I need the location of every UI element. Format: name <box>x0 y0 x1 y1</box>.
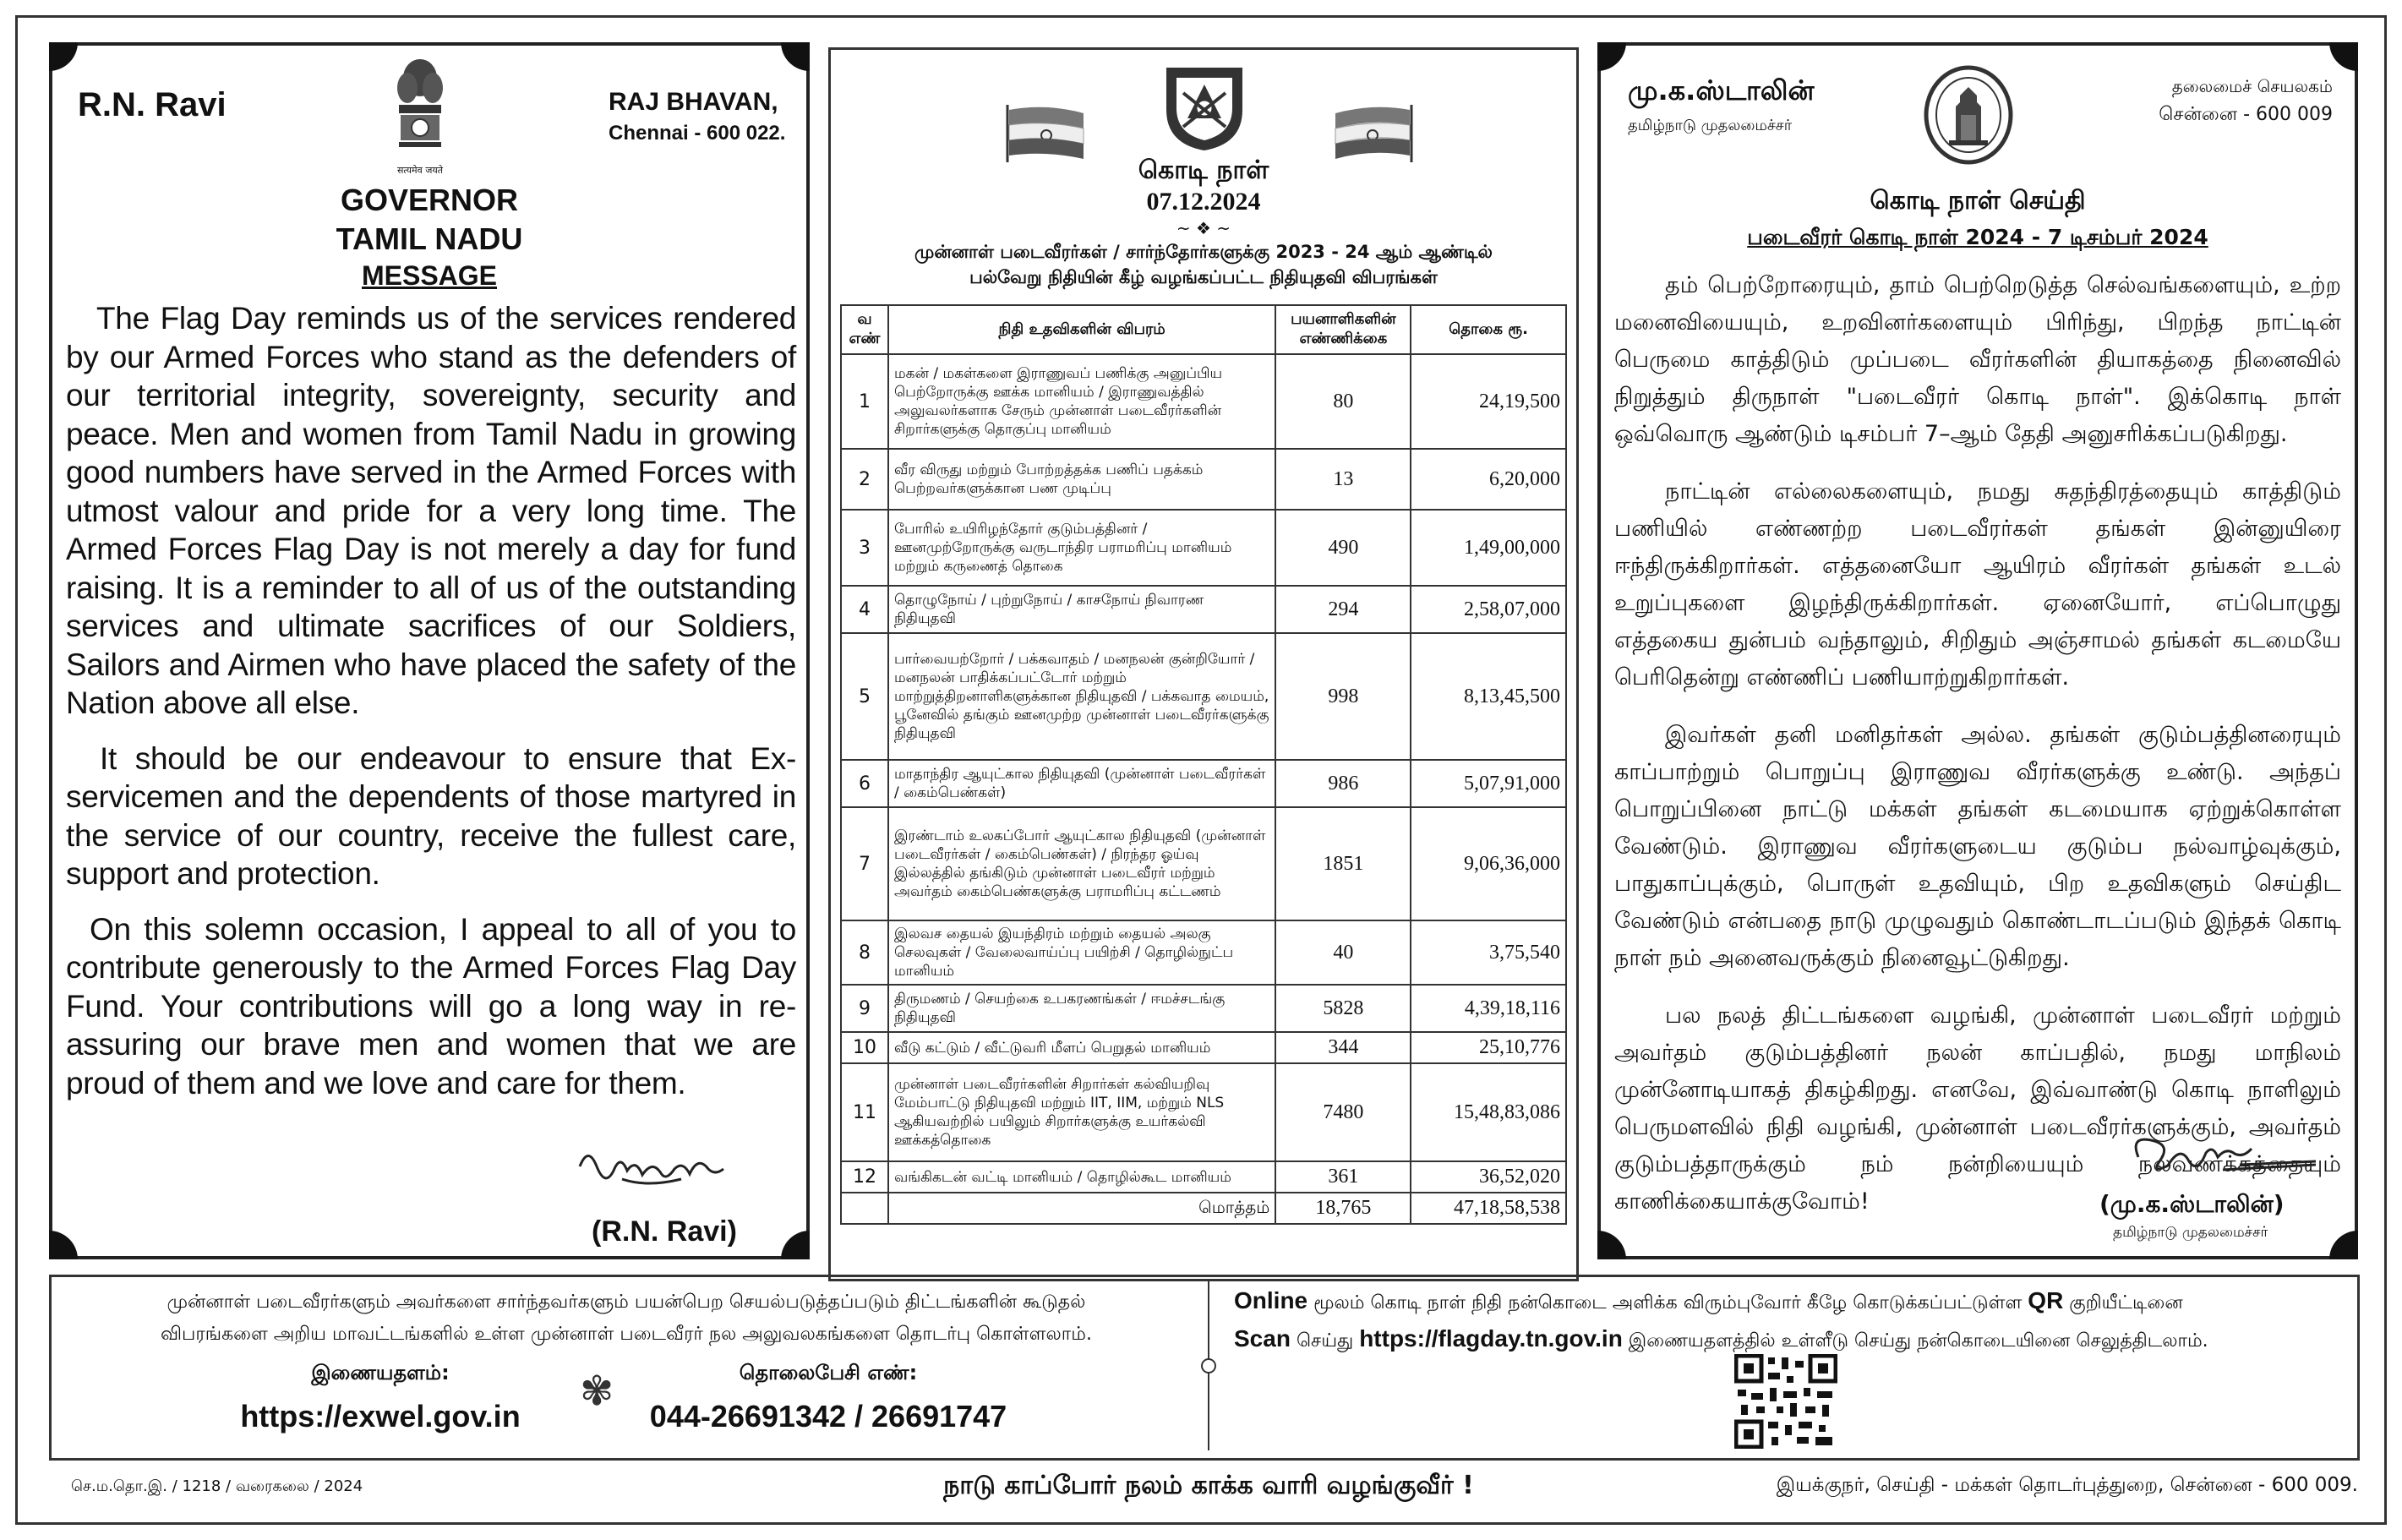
governor-title: GOVERNOR <box>340 183 519 217</box>
website-label: இணையதளம்: <box>311 1361 450 1384</box>
governor-name: R.N. Ravi <box>78 86 227 123</box>
cm-signature-role: தமிழ்நாடு முதலமைச்சர் <box>2113 1224 2268 1241</box>
cm-paragraph: பல நலத் திட்டங்களை வழங்கி, முன்னாள் படைவீரர் மற்றும் அவர்தம் குடும்பத்தினர் நலன் காப்பதில், நமது மாநிலம் முன்னோடியாகத் திகழ்கிறது. எனவே, இவ்வாண்டு கொடி நாளிலும் பெருமளவில் நிதி வழங்கி, முன்னாள் படைவீரர்களுக்கும், அவர்தம் குடும்பத்தாருக்கும் நம் நன்றியையும் நல்வணக்கத்தையும் காணிக்கையாக்குவோம்! <box>1614 1002 2341 1215</box>
row-beneficiaries-cell: 294 <box>1275 586 1411 633</box>
flag-day-date: 07.12.2024 <box>1146 188 1261 216</box>
cm-subheading-text: படைவீரர் கொடி நாள் 2024 - 7 டிசம்பர் 2024 <box>1747 225 2208 249</box>
online-end: குறியீட்டினை <box>2069 1292 2183 1313</box>
governor-message-body <box>66 299 796 1119</box>
row-beneficiaries-cell: 1851 <box>1275 807 1411 920</box>
cm-signature <box>2121 1128 2324 1187</box>
address-line-2: Chennai - 600 022. <box>609 122 786 145</box>
row-amount-cell: 8,13,45,500 <box>1411 633 1566 760</box>
panel-corner <box>1597 42 1626 71</box>
table-subtitle-line-2: பல்வேறு நிதியின் கீழ் வழங்கப்பட்ட நிதியுதவி விபரங்கள் <box>969 267 1438 287</box>
armed-forces-emblem-icon <box>1158 59 1251 152</box>
governor-state: TAMIL NADU <box>336 221 523 256</box>
row-number-cell: 7 <box>841 807 888 920</box>
row-beneficiaries-cell: 40 <box>1275 920 1411 985</box>
emblem-caption: सत्यमेव जयते <box>397 165 444 176</box>
row-description-cell: முன்னாள் படைவீரர்களின் சிறார்கள் கல்வியறிவு மேம்பாட்டு நிதியுதவி மற்றும் IIT, IIM, மற்றும் NLS ஆகியவற்றில் பயிலும் சிறார்களுக்கு உயர்கல்வி ஊக்கத்தொகை <box>888 1063 1275 1161</box>
panel-corner <box>49 1231 78 1259</box>
total-label: மொத்தம் <box>888 1193 1275 1224</box>
row-number-cell: 5 <box>841 633 888 760</box>
row-description-cell: பார்வையற்றோர் / பக்கவாதம் / மனநலன் குன்றியோர் / மனநலன் பாதிக்கப்பட்டோர் மற்றும் மாற்றுத்திறனாளிகளுக்கான நிதியுதவி / பக்கவாத மையம், பூனேவில் தங்கும் ஊனமுற்ற முன்னாள் படைவீரர்களுக்கு நிதியுதவி <box>888 633 1275 760</box>
ornament-divider: ~ ❖ ~ <box>1176 218 1231 238</box>
table-row <box>841 449 1566 510</box>
flagday-link[interactable]: https://flagday.tn.gov.in <box>1359 1325 1623 1352</box>
table-header-cell: பயனாளிகளின் எண்ணிக்கை <box>1275 305 1411 354</box>
row-amount-cell: 25,10,776 <box>1411 1032 1566 1063</box>
row-number-cell: 9 <box>841 985 888 1032</box>
row-beneficiaries-cell: 986 <box>1275 760 1411 807</box>
raj-bhavan-address <box>609 88 785 145</box>
table-row <box>841 354 1566 449</box>
tamil-nadu-emblem-icon <box>1922 64 2015 166</box>
bottom-left-line-1: முன்னாள் படைவீரர்களும் அவர்களை சார்ந்தவர்களும் பயன்பெற செயல்படுத்தப்படும் திட்டங்களின் கூடுதல் <box>167 1292 1086 1313</box>
cm-office <box>2113 76 2333 128</box>
cm-message-heading: கொடி நாள் செய்தி <box>1870 186 2086 216</box>
qr-code-icon[interactable] <box>1734 1354 1837 1449</box>
governor-signature-name: (R.N. Ravi) <box>592 1215 737 1248</box>
bottom-right-text <box>1234 1283 2350 1359</box>
row-description-cell: போரில் உயிரிழந்தோர் குடும்பத்தினர் / ஊனமுற்றோருக்கு வருடாந்திர பராமரிப்பு மானியம் மற்றும் கருணைத் தொகை <box>888 510 1275 586</box>
table-header-row <box>841 305 1566 354</box>
total-empty-cell <box>841 1193 888 1224</box>
table-row <box>841 1032 1566 1063</box>
footer-left: செ.ம.தொ.இ. / 1218 / வரைகலை / 2024 <box>71 1477 363 1495</box>
row-number-cell: 12 <box>841 1161 888 1193</box>
cm-paragraph: நாட்டின் எல்லைகளையும், நமது சுதந்திரத்தையும் காத்திடும் பணியில் எண்ணற்ற படைவீரர்கள் தங்கள் இன்னுயிரை ஈந்திருக்கிறார்கள். எத்தனையோ ஆயிரம் வீரர்கள் தங்கள் உடல் உறுப்புகளை இழந்திருக்கிறார்கள். ஏனையோர், எப்பொழுது எத்தகைய துன்பம் வந்தாலும், சிறிதும் அஞ்சாமல் தங்கள் கடமையே பெரிதென்று எண்ணிப் பணியாற்றுகிறார்கள். <box>1614 478 2341 691</box>
row-description-cell: மகன் / மகள்களை இராணுவப் பணிக்கு அனுப்பிய பெற்றோருக்கு ஊக்க மானியம் / இராணுவத்தில் அலுவலர்களாக சேரும் முன்னாள் படைவீரர்களின் சிறார்களுக்கு தொகுப்பு மானியம் <box>888 354 1275 449</box>
row-number-cell: 2 <box>841 449 888 510</box>
row-amount-cell: 24,19,500 <box>1411 354 1566 449</box>
cm-paragraph: தம் பெற்றோரையும், தாம் பெற்றெடுத்த செல்வங்களையும், உற்ற மனைவியையும், உறவினர்களையும் பிரிந்து, பிறந்த நாட்டின் பெருமை காத்திடும் முப்படை வீரர்களின் தியாகத்தை நினைவில் நிறுத்தும் திருநாள் "படைவீரர் கொடி நாள்". இக்கொடி நாள் ஒவ்வொரு ஆண்டும் டிசம்பர் 7–ஆம் தேதி அனுசரிக்கப்படுகிறது. <box>1614 272 2341 447</box>
phone-number: 044-26691342 / 26691747 <box>649 1399 1007 1434</box>
message-heading <box>49 260 810 292</box>
cm-message-body <box>1614 267 2341 1241</box>
row-beneficiaries-cell: 80 <box>1275 354 1411 449</box>
flag-day-title: கொடி நாள் <box>1138 156 1269 185</box>
address-line-1: RAJ BHAVAN, <box>609 88 778 116</box>
row-amount-cell: 4,39,18,116 <box>1411 985 1566 1032</box>
table-row <box>841 510 1566 586</box>
governor-paragraph: The Flag Day reminds us of the services rendered by our Armed Forces who stand as the defenders of our territorial integrity, sovereignty, security and peace. Men and women from Tamil Nadu in growing good numbers have served in the Armed Forces with utmost valour and pride for a very long time. The Armed Forces Flag Day is not merely a day for fund raising. It is a reminder to all of us of the outstanding services and ultimate sacrifices of our Soldiers, Sailors and Airmen who have placed the safety of the Nation above all else. <box>66 301 796 720</box>
total-beneficiaries: 18,765 <box>1275 1193 1411 1224</box>
scan-mid: செய்து <box>1296 1330 1354 1352</box>
panel-corner <box>2329 42 2358 71</box>
governor-paragraph: It should be our endeavour to ensure that Ex-servicemen and the dependents of those martyred in the service of our country, receive the fullest care, support and protection. <box>66 740 796 891</box>
table-row <box>841 807 1566 920</box>
row-description-cell: திருமணம் / செயற்கை உபகரணங்கள் / ஈமச்சடங்கு நிதியுதவி <box>888 985 1275 1032</box>
table-header-cell: நிதி உதவிகளின் விபரம் <box>888 305 1275 354</box>
row-amount-cell: 3,75,540 <box>1411 920 1566 985</box>
table-header-cell: வ எண் <box>841 305 888 354</box>
message-heading-text: MESSAGE <box>361 260 498 291</box>
row-description-cell: வீடு கட்டும் / வீட்டுவரி மீளப் பெறுதல் மானியம் <box>888 1032 1275 1063</box>
row-description-cell: மாதாந்திர ஆயுட்கால நிதியுதவி (முன்னாள் படைவீரர்கள் / கைம்பெண்கள்) <box>888 760 1275 807</box>
row-amount-cell: 5,07,91,000 <box>1411 760 1566 807</box>
row-beneficiaries-cell: 344 <box>1275 1032 1411 1063</box>
cm-office-line-1: தலைமைச் செயலகம் <box>2171 76 2333 96</box>
row-amount-cell: 15,48,83,086 <box>1411 1063 1566 1161</box>
cm-role: தமிழ்நாடு முதலமைச்சர் <box>1628 117 1793 134</box>
phone-block <box>642 1361 1014 1434</box>
row-number-cell: 3 <box>841 510 888 586</box>
bottom-divider-ornament-icon <box>1192 1281 1226 1450</box>
table-row <box>841 633 1566 760</box>
row-description-cell: இரண்டாம் உலகப்போர் ஆயுட்கால நிதியுதவி (முன்னாள் படைவீரர்கள் / கைம்பெண்கள்) / நிரந்தர ஓய்வு இல்லத்தில் தங்கிடும் முன்னாள் படைவீரர் மற்றும் அவர்தம் கைம்பெண்களுக்கு பராமரிப்பு கட்டணம் <box>888 807 1275 920</box>
row-amount-cell: 1,49,00,000 <box>1411 510 1566 586</box>
flower-ornament-icon: ✾ <box>580 1368 614 1415</box>
online-word: Online <box>1234 1287 1308 1313</box>
row-number-cell: 4 <box>841 586 888 633</box>
governor-paragraph: On this solemn occasion, I appeal to all of you to contribute generously to the Armed Forces Flag Day Fund. Your contributions will go a long way in re-assuring our brave men and women that we are proud of them and we love and care for them. <box>66 911 796 1100</box>
table-row <box>841 1063 1566 1161</box>
row-number-cell: 1 <box>841 354 888 449</box>
panel-corner <box>49 42 78 71</box>
cm-name: மு.க.ஸ்டாலின் <box>1628 74 1815 106</box>
table-row <box>841 586 1566 633</box>
cm-paragraph: இவர்கள் தனி மனிதர்கள் அல்ல. தங்கள் குடும்பத்தினரையும் காப்பாற்றும் பொறுப்பு இராணுவ வீரர்களுக்கு உண்டு. அந்தப் பொறுப்பினை நாட்டு மக்கள் தங்கள் கடமையாக ஏற்றுக்கொள்ள வேண்டும். இராணுவ வீரர்களுடைய குடும்ப நல்வாழ்வுக்கும், பாதுகாப்புக்கும், பொருள் உதவியும், பிற உதவிகளும் செய்திட வேண்டும் என்பதை நாடு முழுவதும் கொண்டாடப்படும் இந்தக் கொடி நாள் நம் அனைவருக்கும் நினைவூட்டுகிறது. <box>1614 722 2341 971</box>
scan-word: Scan <box>1234 1325 1291 1352</box>
governor-signature <box>571 1133 783 1200</box>
table-total-row <box>841 1193 1566 1224</box>
row-number-cell: 10 <box>841 1032 888 1063</box>
row-beneficiaries-cell: 7480 <box>1275 1063 1411 1161</box>
row-description-cell: தொழுநோய் / புற்றுநோய் / காசநோய் நிவாரண நிதியுதவி <box>888 586 1275 633</box>
website-block <box>211 1361 549 1434</box>
row-description-cell: வீர விருது மற்றும் போற்றத்தக்க பணிப் பதக்கம் பெற்றவர்களுக்கான பண முடிப்பு <box>888 449 1275 510</box>
row-amount-cell: 6,20,000 <box>1411 449 1566 510</box>
table-row <box>841 920 1566 985</box>
footer-right: இயக்குநர், செய்தி - மக்கள் தொடர்புத்துறை, சென்னை - 600 009. <box>1776 1474 2358 1496</box>
cm-message-subheading <box>1597 225 2358 253</box>
row-number-cell: 8 <box>841 920 888 985</box>
scan-end: இணையதளத்தில் உள்ளீடு செய்து நன்கொடையினை செலுத்திடலாம். <box>1628 1330 2208 1352</box>
row-description-cell: இலவச தையல் இயந்திரம் மற்றும் தையல் அலகு செலவுகள் / வேலைவாய்ப்பு பயிற்சி / தொழில்நுட்ப மானியம் <box>888 920 1275 985</box>
row-amount-cell: 36,52,020 <box>1411 1161 1566 1193</box>
grants-table-wrap <box>840 304 1567 1225</box>
website-link[interactable]: https://exwel.gov.in <box>240 1399 521 1434</box>
bottom-left-text <box>64 1286 1188 1351</box>
row-number-cell: 6 <box>841 760 888 807</box>
cm-signature-name: (மு.க.ஸ்டாலின்) <box>2099 1190 2285 1218</box>
table-subtitle-line-1: முன்னாள் படைவீரர்கள் / சார்ந்தோர்களுக்கு 2023 - 24 ஆம் ஆண்டில் <box>914 242 1493 262</box>
row-number-cell: 11 <box>841 1063 888 1161</box>
panel-corner <box>781 1231 810 1259</box>
row-description-cell: வங்கிகடன் வட்டி மானியம் / தொழில்கூட மானியம் <box>888 1161 1275 1193</box>
bottom-right-line-1 <box>1234 1283 2350 1321</box>
panel-corner <box>781 42 810 71</box>
table-row <box>841 985 1566 1032</box>
online-rest: மூலம் கொடி நாள் நிதி நன்கொடை அளிக்க விரும்புவோர் கீழே கொடுக்கப்பட்டுள்ள <box>1313 1292 2023 1313</box>
table-row <box>841 1161 1566 1193</box>
row-amount-cell: 9,06,36,000 <box>1411 807 1566 920</box>
footer-center: நாடு காப்போர் நலம் காக்க வாரி வழங்குவீர் ! <box>943 1471 1474 1500</box>
table-header-cell: தொகை ரூ. <box>1411 305 1566 354</box>
grants-table <box>840 304 1567 1225</box>
bottom-left-line-2: விபரங்களை அறிய மாவட்டங்களில் உள்ள முன்னாள் படைவீரர் நல அலுவலகங்களை தொடர்பு கொள்ளலாம். <box>161 1324 1092 1345</box>
row-beneficiaries-cell: 5828 <box>1275 985 1411 1032</box>
row-beneficiaries-cell: 361 <box>1275 1161 1411 1193</box>
row-beneficiaries-cell: 998 <box>1275 633 1411 760</box>
table-row <box>841 760 1566 807</box>
qr-word: QR <box>2028 1287 2064 1313</box>
cm-office-line-2: சென்னை - 600 009 <box>2159 104 2333 125</box>
state-emblem-icon <box>390 54 450 164</box>
row-beneficiaries-cell: 13 <box>1275 449 1411 510</box>
total-amount: 47,18,58,538 <box>1411 1193 1566 1224</box>
row-beneficiaries-cell: 490 <box>1275 510 1411 586</box>
row-amount-cell: 2,58,07,000 <box>1411 586 1566 633</box>
phone-label: தொலைபேசி எண்: <box>739 1361 918 1384</box>
